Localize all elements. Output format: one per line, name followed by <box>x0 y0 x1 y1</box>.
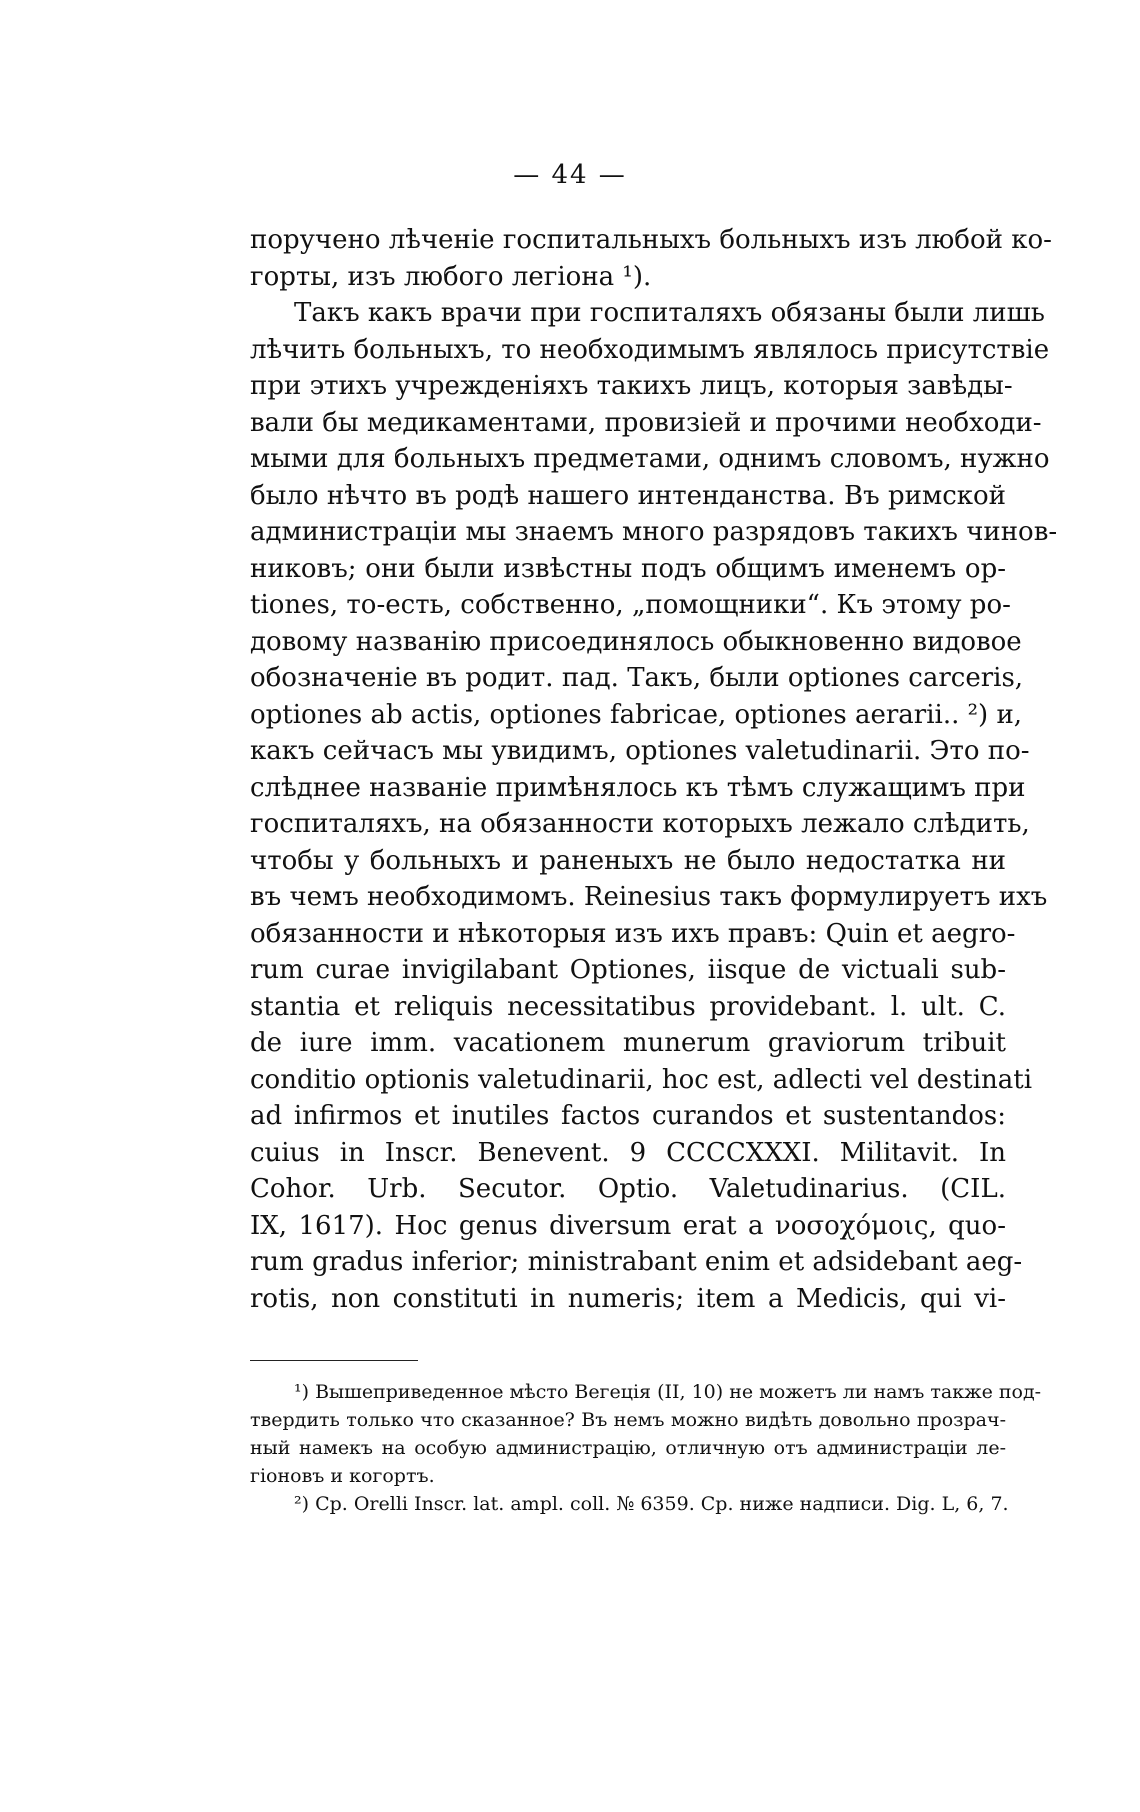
body-text <box>250 222 1058 1317</box>
text-line: слѣднее названіе примѣнялось къ тѣмъ служащимъ при <box>250 772 1026 803</box>
text-line: довому названію присоединялось обыкновенно видовое <box>250 626 1022 657</box>
text-line: горты, изъ любого легіона ¹). <box>250 261 652 292</box>
text-line: rum gradus inferior; ministrabant enim et adsidebant aeg- <box>250 1247 1023 1277</box>
text-line: optiones ab actis, optiones fabricae, optiones aerarii.. ²) и, <box>250 699 1023 730</box>
text-line: IX, 1617). Hoc genus diversum erat a νοσοχόμοις, quo- <box>250 1210 1006 1241</box>
text-line: conditio optionis valetudinarii, hoc est, adlecti vel destinati <box>250 1064 1033 1095</box>
text-line: при этихъ учрежденіяхъ такихъ лицъ, которыя завѣды- <box>250 371 1013 401</box>
text-line: какъ сейчасъ мы увидимъ, optiones valetudinarii. Это по- <box>250 736 1030 766</box>
text-line: никовъ; они были извѣстны подъ общимъ именемъ op- <box>250 553 1006 584</box>
text-line: cuius in Inscr. Benevent. 9 CCCCXXXI. Militavit. In <box>250 1137 1006 1168</box>
text-line: de iure imm. vacationem munerum graviorum tribuit <box>250 1028 1006 1058</box>
footnote-line: твердить только что сказанное? Въ немъ можно видѣть довольно прозрач- <box>250 1409 1006 1431</box>
footnote-line: гіоновъ и когортъ. <box>250 1465 435 1487</box>
footnote-line: ¹) Вышеприведенное мѣсто Вегеція (II, 10) не можетъ ли намъ также под- <box>294 1381 1042 1403</box>
text-line: Cohor. Urb. Secutor. Optio. Valetudinarius. (CIL. <box>250 1174 1006 1204</box>
text-line: администраціи мы знаемъ много разрядовъ такихъ чинов- <box>250 517 1058 547</box>
text-line: мыми для больныхъ предметами, однимъ словомъ, нужно <box>250 444 1050 474</box>
text-line: госпиталяхъ, на обязанности которыхъ лежало слѣдить, <box>250 809 1030 839</box>
text-line: stantia et reliquis necessitatibus providebant. l. ult. C. <box>250 991 1006 1022</box>
text-line: обязанности и нѣкоторыя изъ ихъ правъ: Quin et aegro- <box>250 918 1016 949</box>
text-line: обозначеніе въ родит. пад. Такъ, были optiones carceris, <box>250 663 1024 693</box>
text-line: Такъ какъ врачи при госпиталяхъ обязаны были лишь <box>294 298 1045 328</box>
footnote-line: ²) Ср. Orelli Inscr. lat. ampl. coll. № 6359. Ср. ниже надписи. Dig. L, 6, 7. <box>294 1493 1009 1515</box>
text-line: въ чемъ необходимомъ. Reinesius такъ формулируетъ ихъ <box>250 882 1048 912</box>
text-line: rotis, non constituti in numeris; item a Medicis, qui vi- <box>250 1283 1006 1314</box>
text-line: rum curae invigilabant Optiones, iisque de victuali sub- <box>250 955 1006 985</box>
page-number: — 44 — <box>513 160 627 190</box>
text-line: tiones, то-есть, собственно, „помощники“. Къ этому ро- <box>250 590 1011 620</box>
footnotes <box>250 1378 1042 1518</box>
footnote-divider <box>250 1360 418 1361</box>
text-line: ad infirmos et inutiles factos curandos et sustentandos: <box>250 1101 1006 1131</box>
text-line: чтобы у больныхъ и раненыхъ не было недостатка ни <box>250 845 1006 876</box>
text-line: было нѣчто въ родѣ нашего интенданства. Въ римской <box>250 480 1006 511</box>
text-line: вали бы медикаментами, провизіей и прочими необходи- <box>250 407 1042 438</box>
text-line: поручено лѣченіе госпитальныхъ больныхъ изъ любой ко- <box>250 225 1052 255</box>
footnote-line: ный намекъ на особую администрацію, отличную отъ администраціи ле- <box>250 1437 1006 1459</box>
text-line: лѣчить больныхъ, то необходимымъ являлось присутствіе <box>250 334 1050 365</box>
